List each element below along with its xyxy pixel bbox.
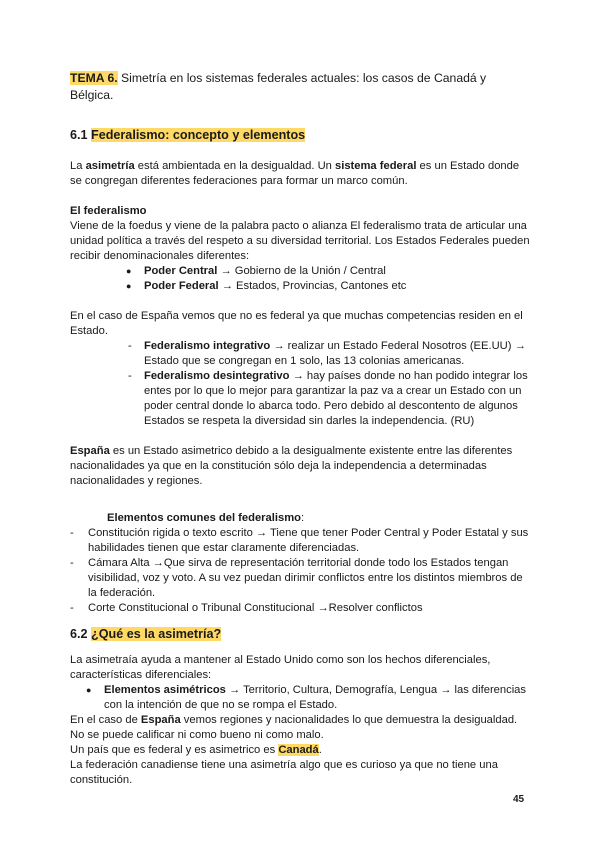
- list-item: [126, 264, 532, 279]
- text-run: :: [300, 512, 305, 524]
- bold-term: España: [140, 714, 181, 726]
- bold-term: asimetría: [85, 160, 135, 172]
- spain-paragraph: En el caso de España vemos que no es federal ya que muchas competencias residen en el Estado.: [70, 310, 523, 337]
- text-run: → Estados, Provincias, Cantones etc: [218, 280, 407, 292]
- section-title: ¿Qué es la asimetría?: [91, 627, 222, 641]
- bold-term: Federalismo desintegrativo: [144, 370, 290, 382]
- elementos-subheading: [70, 511, 532, 526]
- neutral-line: No se puede calificar ni como bueno ni como malo.: [70, 729, 324, 741]
- section-number: 6.1: [70, 128, 92, 142]
- spain-asymmetric-paragraph: [70, 444, 532, 489]
- text-run: Un país que es federal y es asimetrico es: [70, 744, 279, 756]
- bold-term: sistema federal: [334, 160, 417, 172]
- bold-term: Federalismo integrativo: [144, 340, 271, 352]
- bold-term: España: [70, 445, 110, 457]
- list-item: - Constitución rigida o texto escrito → Tiene que tener Poder Central y Poder Estatal y sus habilidades tienen que estar claramente diferenciadas.: [88, 526, 532, 556]
- asymmetry-definition: La asimetraía ayuda a mantener al Estado Unido como son los hechos diferenciales, características diferenciales:: [70, 654, 491, 681]
- list-item: - Corte Constitucional o Tribunal Constitucional →Resolver conflictos: [88, 601, 532, 616]
- canadian-federation-line: La federación canadiense tiene una asimetría algo que es curioso ya que no tiene una constitución.: [70, 759, 498, 786]
- canada-line: [70, 743, 532, 758]
- tema-label: TEMA 6.: [70, 71, 118, 85]
- section-6-1-heading: [70, 126, 532, 144]
- bold-term: Elementos comunes del federalismo: [107, 512, 301, 524]
- text-run: está ambientada en la desigualdad. Un: [134, 160, 335, 172]
- bold-term: Canadá: [278, 744, 319, 756]
- spain-regions-line: [70, 713, 532, 728]
- title-text: Simetría en los sistemas federales actuales: los casos de Canadá y Bélgica.: [70, 71, 487, 102]
- list-item: [144, 339, 532, 369]
- text-run: La: [70, 160, 86, 172]
- text-run: vemos regiones y nacionalidades lo que demuestra la desigualdad.: [180, 714, 518, 726]
- text-run: En el caso de: [70, 714, 141, 726]
- asymmetry-intro: [70, 159, 532, 189]
- text-run: .: [318, 744, 322, 756]
- list-item: [86, 683, 532, 713]
- asymmetric-elements-list: [70, 683, 532, 713]
- section-title: Federalismo: concepto y elementos: [91, 128, 306, 142]
- text-run: → realizar un Estado Federal Nosotros (EE.UU) → Estado que se congregan en 1 solo, las 13 colonias americanas.: [144, 340, 526, 367]
- page-number: 45: [513, 794, 525, 805]
- federalismo-paragraph: Viene de la foedus y viene de la palabra pacto o alianza El federalismo trata de articular una unidad política a través del respeto a su diversidad territorial. Los Estados Federales pueden recibir denominacionales diferentes:: [70, 220, 530, 262]
- powers-list: [70, 264, 532, 294]
- list-item: - Cámara Alta →Que sirva de representación territorial donde todo los Estados tengan visibilidad, voz y voto. A su vez puedan dirimir conflictos entre los distintos miembros de la federación.: [88, 556, 532, 601]
- text-run: → Territorio, Cultura, Demografía, Lengua → las diferencias con la intención de que no se rompa el Estado.: [104, 684, 527, 711]
- section-number: 6.2: [70, 627, 92, 641]
- text-run: es un Estado asimetrico debido a la desigualmente existente entre las diferentes nacionalidades ya que en la constitución sólo deja la independencia a determinadas nacionalidades y regiones.: [70, 445, 513, 487]
- elementos-list: [70, 526, 532, 616]
- bold-term: Elementos asimétricos: [104, 684, 226, 696]
- bold-term: Poder Central: [144, 265, 218, 277]
- federalismo-subheading: El federalismo: [70, 205, 147, 217]
- bold-term: Poder Federal: [144, 280, 219, 292]
- list-item: [144, 369, 532, 429]
- section-6-2-heading: [70, 625, 532, 643]
- text-run: es un Estado donde se congregan diferentes federaciones para formar un marco común.: [70, 160, 520, 187]
- text-run: → Gobierno de la Unión / Central: [217, 265, 386, 277]
- document-page: [70, 70, 532, 788]
- text-run: → hay países donde no han podido integrar los entes por lo que lo mejor para garantizar la paz va a crear un Estado con un poder central donde lo abarca todo. Pero debido al descontento de algunos Estados se respeta la diversidad sin darles la independencia. (RU): [144, 370, 528, 427]
- list-item: [126, 279, 532, 294]
- document-title: [70, 70, 532, 104]
- federalism-types-list: [70, 339, 532, 429]
